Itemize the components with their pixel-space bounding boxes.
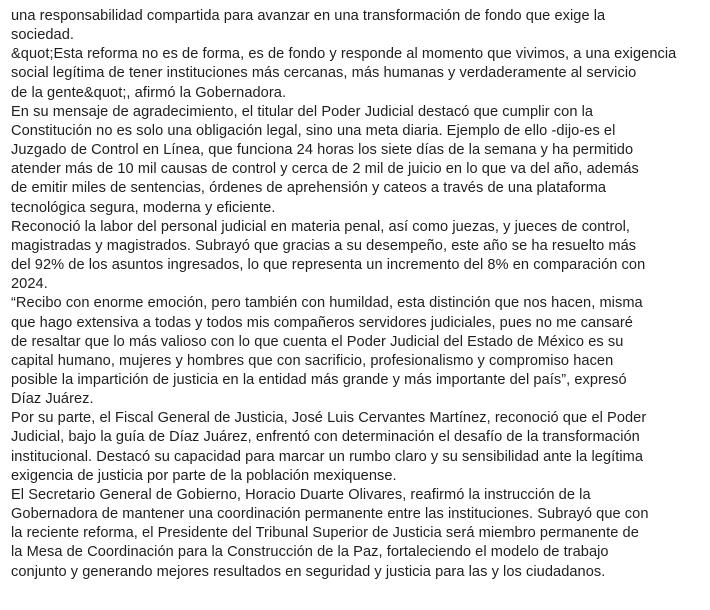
- text-line: exigencia de justicia por parte de la población mexiquense.: [11, 467, 397, 484]
- text-line: Reconoció la labor del personal judicial en materia penal, así como juezas, y jueces de control,: [11, 218, 631, 235]
- text-line: Constitución no es solo una obligación legal, sino una meta diaria. Ejemplo de ello -dijo-es el: [11, 122, 616, 139]
- text-line: institucional. Destacó su capacidad para marcar un rumbo claro y su sensibilidad ante la legítima: [11, 448, 644, 465]
- text-line: sociedad.: [11, 27, 75, 44]
- text-line: El Secretario General de Gobierno, Horacio Duarte Olivares, reafirmó la instrucción de la: [11, 486, 591, 503]
- text-line: &quot;Esta reforma no es de forma, es de fondo y responde al momento que vivimos, a una exigencia: [11, 46, 677, 63]
- text-line: Juzgado de Control en Línea, que funciona 24 horas los siete días de la semana y ha permitido: [11, 142, 634, 159]
- text-line: Díaz Juárez.: [11, 391, 94, 408]
- text-line: magistradas y magistrados. Subrayó que gracias a su desempeño, este año se ha resuelto más: [11, 237, 637, 254]
- text-line: de la gente&quot;, afirmó la Gobernadora.: [11, 84, 287, 101]
- text-line: una responsabilidad compartida para avanzar en una transformación de fondo que exige la: [11, 8, 606, 24]
- text-line: de emitir miles de sentencias, órdenes de aprehensión y cateos a través de una plataforma: [11, 180, 607, 197]
- text-line: Gobernadora de mantener una coordinación permanente entre las instituciones. Subrayó que con: [11, 506, 649, 523]
- text-line: de resaltar que lo más valioso con lo que cuenta el Poder Judicial del Estado de México es su: [11, 333, 624, 350]
- text-line: capital humano, mujeres y hombres que con sacrificio, profesionalismo y compromiso hacen: [11, 352, 614, 369]
- text-line: atender más de 10 mil causas de control y cerca de 2 mil de juicio en lo que va del año, además: [11, 161, 639, 178]
- text-line: del 92% de los asuntos ingresados, lo que representa un incremento del 8% en comparación con: [11, 257, 646, 274]
- text-line: 2024.: [11, 276, 48, 293]
- text-line: “Recibo con enorme emoción, pero también con humildad, esta distinción que nos hacen, misma: [11, 295, 643, 312]
- text-line: En su mensaje de agradecimiento, el titular del Poder Judicial destacó que cumplir con la: [11, 103, 594, 120]
- article-body: [11, 7, 707, 582]
- text-line: la reciente reforma, el Presidente del Tribunal Superior de Justicia será miembro permanente de: [11, 525, 639, 542]
- text-line: Por su parte, el Fiscal General de Justicia, José Luis Cervantes Martínez, reconoció que el Poder: [11, 410, 647, 427]
- text-line: tecnológica segura, moderna y eficiente.: [11, 199, 276, 216]
- text-line: social legítima de tener instituciones más cercanas, más humanas y verdaderamente al servicio: [11, 65, 637, 82]
- text-line: la Mesa de Coordinación para la Construcción de la Paz, fortaleciendo el modelo de trabajo: [11, 544, 609, 561]
- text-line: posible la impartición de justicia en la entidad más grande y más importante del país”, expresó: [11, 371, 627, 388]
- text-line: conjunto y generando mejores resultados en seguridad y justicia para las y los ciudadanos.: [11, 563, 606, 580]
- text-line: Judicial, bajo la guía de Díaz Juárez, enfrentó con determinación el desafío de la transformación: [11, 429, 640, 446]
- text-line: que hago extensiva a todas y todos mis compañeros servidores judiciales, pues no me cansaré: [11, 314, 633, 331]
